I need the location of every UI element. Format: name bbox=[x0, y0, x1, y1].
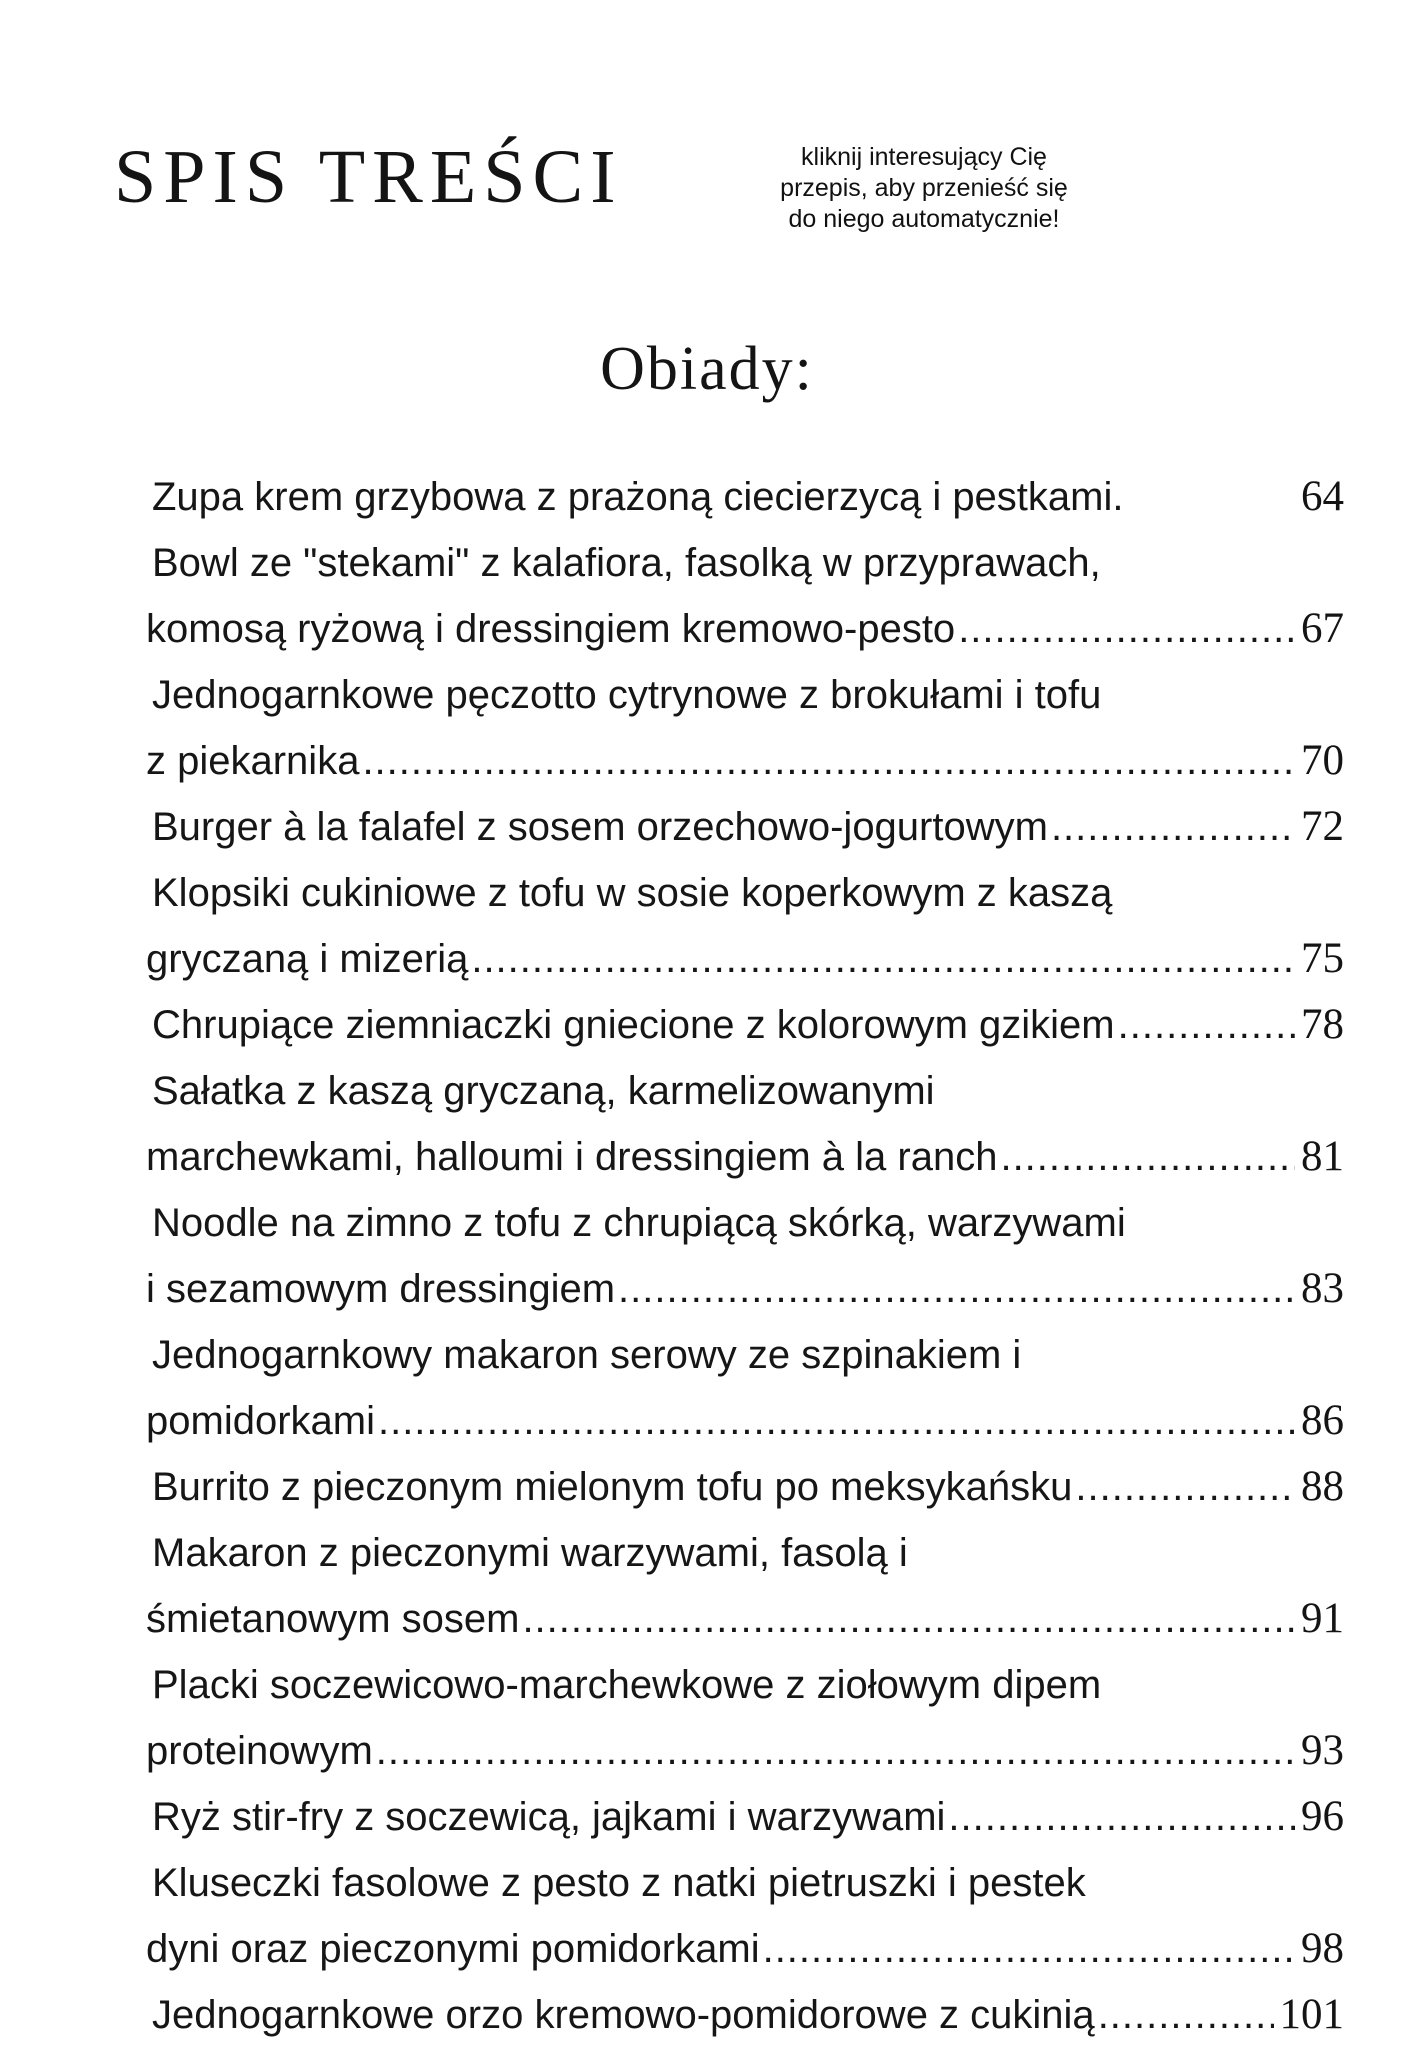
toc-entry-line bbox=[146, 1322, 1344, 1388]
click-hint-line: przepis, aby przenieść się bbox=[780, 174, 1068, 202]
dot-leader bbox=[958, 596, 1295, 662]
toc-entry-line bbox=[146, 596, 1344, 662]
toc-entry[interactable] bbox=[146, 860, 1344, 992]
toc-entry[interactable] bbox=[146, 662, 1344, 794]
dot-leader bbox=[522, 1586, 1295, 1652]
toc-entry-line bbox=[146, 662, 1344, 728]
recipe-title-text: Burrito z pieczonym mielonym tofu po meksykańsku bbox=[152, 1465, 1073, 1509]
dot-leader bbox=[1075, 1454, 1295, 1520]
click-hint-line: do niego automatycznie! bbox=[788, 205, 1060, 233]
page-number: 98 bbox=[1301, 1925, 1344, 1972]
recipe-title-text: Jednogarnkowe pęczotto cytrynowe z brokułami i tofu bbox=[152, 673, 1102, 717]
toc-entry-line bbox=[146, 1916, 1344, 1982]
page-number: 83 bbox=[1301, 1265, 1344, 1312]
dot-leader bbox=[1000, 1124, 1295, 1190]
toc-entry-line bbox=[146, 1190, 1344, 1256]
toc-entry-line bbox=[146, 1982, 1344, 2048]
page-number: 70 bbox=[1301, 737, 1344, 784]
dot-leader bbox=[948, 1784, 1295, 1850]
toc-entry[interactable] bbox=[146, 1058, 1344, 1190]
dot-leader bbox=[1098, 1982, 1274, 2048]
toc-entry-line bbox=[146, 1454, 1344, 1520]
toc-entry[interactable] bbox=[146, 794, 1344, 860]
recipe-title-text: śmietanowym sosem bbox=[146, 1597, 520, 1641]
recipe-title-text: Ryż stir-fry z soczewicą, jajkami i warzywami bbox=[152, 1795, 946, 1839]
dot-leader bbox=[1051, 794, 1295, 860]
page-number: 72 bbox=[1301, 803, 1344, 850]
recipe-title-text: pomidorkami bbox=[146, 1399, 375, 1443]
page-number: 93 bbox=[1301, 1727, 1344, 1774]
recipe-title-text: Noodle na zimno z tofu z chrupiącą skórką, warzywami bbox=[152, 1201, 1126, 1245]
recipe-title-text: komosą ryżową i dressingiem kremowo-pesto bbox=[146, 607, 956, 651]
toc-entry-line bbox=[146, 926, 1344, 992]
toc-entry-line bbox=[146, 794, 1344, 860]
recipe-title-text: Zupa krem grzybowa z prażoną ciecierzycą i pestkami. bbox=[152, 475, 1124, 519]
page-number: 81 bbox=[1301, 1133, 1344, 1180]
toc-entry-line bbox=[146, 1850, 1344, 1916]
toc-entry-line bbox=[146, 530, 1344, 596]
click-hint-line: kliknij interesujący Cię bbox=[801, 143, 1047, 171]
toc-list bbox=[146, 464, 1344, 2048]
toc-entry[interactable] bbox=[146, 530, 1344, 662]
toc-entry-line bbox=[146, 728, 1344, 794]
page-number: 75 bbox=[1301, 935, 1344, 982]
toc-entry-line bbox=[146, 992, 1344, 1058]
toc-entry[interactable] bbox=[146, 992, 1344, 1058]
toc-entry[interactable] bbox=[146, 1982, 1344, 2048]
dot-leader bbox=[362, 728, 1295, 794]
toc-entry[interactable] bbox=[146, 1520, 1344, 1652]
page-number: 78 bbox=[1301, 1001, 1344, 1048]
recipe-title-text: Jednogarnkowy makaron serowy ze szpinakiem i bbox=[152, 1333, 1022, 1377]
toc-entry-line bbox=[146, 1256, 1344, 1322]
section-heading: Obiady: bbox=[600, 335, 814, 403]
toc-entry[interactable] bbox=[146, 1190, 1344, 1322]
recipe-title-text: dyni oraz pieczonymi pomidorkami bbox=[146, 1927, 760, 1971]
toc-entry-line bbox=[146, 1586, 1344, 1652]
toc-entry[interactable] bbox=[146, 1322, 1344, 1454]
recipe-title-text: Klopsiki cukiniowe z tofu w sosie koperkowym z kaszą bbox=[152, 871, 1113, 915]
toc-entry[interactable] bbox=[146, 1850, 1344, 1982]
toc-entry-line bbox=[146, 1058, 1344, 1124]
toc-entry-line bbox=[146, 1718, 1344, 1784]
dot-leader bbox=[763, 1916, 1295, 1982]
page-number: 67 bbox=[1301, 605, 1344, 652]
dot-leader bbox=[378, 1388, 1295, 1454]
recipe-title-text: gryczaną i mizerią bbox=[146, 937, 469, 981]
dot-leader bbox=[376, 1718, 1295, 1784]
toc-entry[interactable] bbox=[146, 1454, 1344, 1520]
toc-entry-line bbox=[146, 1652, 1344, 1718]
recipe-title-text: Kluseczki fasolowe z pesto z natki pietruszki i pestek bbox=[152, 1861, 1086, 1905]
page-number: 64 bbox=[1301, 473, 1344, 520]
recipe-title-text: Bowl ze "stekami" z kalafiora, fasolką w przyprawach, bbox=[152, 541, 1101, 585]
page-number: 96 bbox=[1301, 1793, 1344, 1840]
recipe-title-text: Chrupiące ziemniaczki gniecione z kolorowym gzikiem bbox=[152, 1003, 1115, 1047]
click-hint bbox=[728, 142, 1120, 235]
toc-entry-line bbox=[146, 1124, 1344, 1190]
toc-entry[interactable] bbox=[146, 1784, 1344, 1850]
recipe-title-text: z piekarnika bbox=[146, 739, 360, 783]
toc-entry-line bbox=[146, 1520, 1344, 1586]
toc-entry-line bbox=[146, 860, 1344, 926]
recipe-title-text: Makaron z pieczonymi warzywami, fasolą i bbox=[152, 1531, 908, 1575]
toc-entry-line bbox=[146, 1784, 1344, 1850]
recipe-title-text: Jednogarnkowe orzo kremowo-pomidorowe z cukinią bbox=[152, 1993, 1095, 2037]
recipe-title-text: Burger à la falafel z sosem orzechowo-jogurtowym bbox=[152, 805, 1048, 849]
page-number: 86 bbox=[1301, 1397, 1344, 1444]
dot-leader bbox=[618, 1256, 1295, 1322]
recipe-title-text: Sałatka z kaszą gryczaną, karmelizowanymi bbox=[152, 1069, 935, 1113]
toc-entry[interactable] bbox=[146, 464, 1344, 530]
recipe-title-text: i sezamowym dressingiem bbox=[146, 1267, 616, 1311]
toc-entry-line bbox=[146, 464, 1344, 530]
recipe-title-text: marchewkami, halloumi i dressingiem à la ranch bbox=[146, 1135, 998, 1179]
dot-leader bbox=[1118, 992, 1295, 1058]
recipe-title-text: Placki soczewicowo-marchewkowe z ziołowym dipem bbox=[152, 1663, 1102, 1707]
recipe-title-text: proteinowym bbox=[146, 1729, 373, 1773]
page-title: SPIS TREŚCI bbox=[114, 135, 623, 219]
page-number: 91 bbox=[1301, 1595, 1344, 1642]
toc-entry-line bbox=[146, 1388, 1344, 1454]
dot-leader bbox=[471, 926, 1295, 992]
page-number: 101 bbox=[1279, 1991, 1344, 2038]
page-number: 88 bbox=[1301, 1463, 1344, 1510]
toc-entry[interactable] bbox=[146, 1652, 1344, 1784]
